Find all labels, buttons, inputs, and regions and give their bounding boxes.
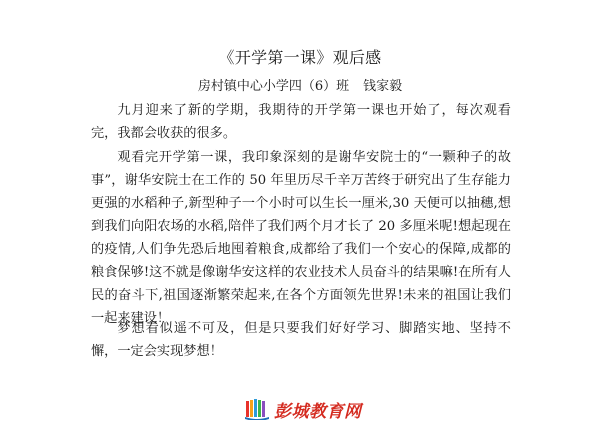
byline [0,78,600,96]
author-name: 钱家毅 [363,79,403,94]
paragraph-intro: 九月迎来了新的学期，我期待的开学第一课也开始了，每次观看完，我都会收获的很多。 [91,103,511,141]
site-watermark [245,396,362,422]
paragraph-conclusion: 梦想看似遥不可及，但是只要我们好好学习、脚踏实地、坚持不懈，一定会实现梦想！ [91,321,511,359]
school-class: 房村镇中心小学四（6）班 [197,79,350,94]
watermark-text: 彭城教育网 [274,401,362,422]
book-logo-icon [245,398,269,420]
essay-title: 《开学第一课》观后感 [218,48,382,67]
paragraph-body: 观看完开学第一课，我印象深刻的是谢华安院士的“一颗种子的故事”，谢华安院士在工作的 50 年里历尽千辛万苦终于研究出了生存能力更强的水稻种子,新型种子一个小时可以生长一厘米,30 天便可以抽穗,想到我们向阳农场的水稻,陪伴了我们两个月才长了 20 多厘米呢!想起现在的疫情,人们争先恐后地囤着粮食,成都给了我们一个安心的保障,成都的粮食保够!这不就是像谢华安这样的农业技术人员奋斗的结果嘛!在所有人民的奋斗下,祖国逐渐繁荣起来,在各个方面领先世界!未来的祖国让我们一起来建设！ [91,150,511,326]
